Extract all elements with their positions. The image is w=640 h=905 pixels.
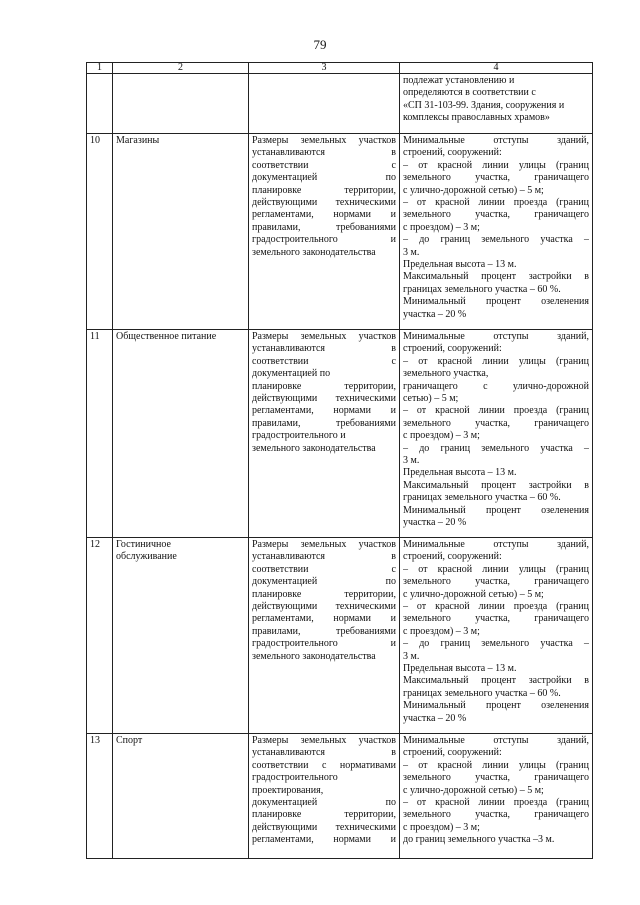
text-line: с проездом) – 3 м; — [403, 625, 480, 637]
text-line: строений, сооружений: — [403, 747, 502, 759]
text-line: соответствии с — [252, 563, 396, 575]
parameters-cell — [400, 330, 593, 538]
continuation-col4-cell — [400, 74, 593, 134]
text-line: земельного законодательства — [252, 442, 376, 454]
text-line: с улично-дорожной сетью) – 5 м; — [403, 784, 544, 796]
text-line: Минимальные отступы зданий, — [403, 735, 589, 746]
header-cell-4: 4 — [400, 63, 593, 74]
text-line: границах земельного участка – 60 %. — [403, 283, 561, 295]
text-line: – до границ земельного участка – — [403, 234, 589, 246]
text-line: Максимальный процент застройки в — [403, 271, 589, 283]
text-line: с улично-дорожной сетью) – 5 м; — [403, 184, 544, 196]
text-line: регламентами, нормами и — [252, 834, 396, 846]
plot-size-cell — [249, 330, 400, 538]
text-line: земельного законодательства — [252, 246, 376, 258]
text-line: строений, сооружений: — [403, 343, 502, 355]
text-line: устанавливаются в — [252, 551, 396, 563]
text-line: Предельная высота – 13 м. — [403, 259, 517, 271]
text-line: – от красной линии улицы (границ — [403, 355, 589, 367]
text-line: Минимальный процент озеленения — [403, 504, 589, 516]
text-line: Спорт — [116, 735, 143, 746]
text-line: действующими техническими — [252, 197, 396, 209]
text-line: соответствии с — [252, 159, 396, 171]
text-line: – от красной линии проезда (границ — [403, 405, 589, 417]
table-row — [87, 734, 593, 859]
row-number-cell: 13 — [87, 734, 113, 859]
row-number-cell: 11 — [87, 330, 113, 538]
parameters-cell — [400, 734, 593, 859]
table-header-row — [87, 63, 593, 74]
text-line: с проездом) – 3 м; — [403, 221, 480, 233]
text-line: земельного участка, граничащего — [403, 772, 589, 784]
text-line: Минимальные отступы зданий, — [403, 539, 589, 550]
text-line: земельного участка, граничащего — [403, 417, 589, 429]
text-line: Максимальный процент застройки в — [403, 675, 589, 687]
text-line: до границ земельного участка –3 м. — [403, 834, 555, 846]
text-line: земельного участка, — [403, 368, 489, 380]
text-line: Магазины — [116, 135, 160, 146]
text-line: регламентами, нормами и — [252, 209, 396, 221]
page-number: 79 — [313, 37, 327, 52]
use-name-cell — [113, 538, 249, 734]
regulations-table — [86, 62, 593, 859]
text-line: Размеры земельных участков — [252, 735, 396, 746]
text-line: Минимальные отступы зданий, — [403, 331, 589, 342]
text-line: градостроительного и — [252, 234, 396, 246]
continuation-name-cell — [113, 74, 249, 134]
text-line: Максимальный процент застройки в — [403, 479, 589, 491]
text-line: правилами, требованиями — [252, 221, 396, 233]
text-line: действующими техническими — [252, 601, 396, 613]
text-line: Предельная высота – 13 м. — [403, 467, 517, 479]
text-line: Размеры земельных участков — [252, 135, 396, 146]
text-line: действующими техническими — [252, 821, 396, 833]
text-line: границах земельного участка – 60 %. — [403, 492, 561, 504]
text-line: участка – 20 % — [403, 712, 467, 724]
text-line: соответствии с нормативами — [252, 759, 396, 771]
header-cell-3: 3 — [249, 63, 400, 74]
plot-size-cell — [249, 734, 400, 859]
text-line: Размеры земельных участков — [252, 539, 396, 550]
text-line: с проездом) – 3 м; — [403, 821, 480, 833]
text-line: Минимальный процент озеленения — [403, 700, 589, 712]
header-cell-2: 2 — [113, 63, 249, 74]
continuation-col3-cell — [249, 74, 400, 134]
text-line: Общественное питание — [116, 331, 217, 342]
text-line: планировке территории, — [252, 588, 396, 600]
text-line: документацией по — [252, 368, 331, 380]
text-line: действующими техническими — [252, 393, 396, 405]
text-line: Минимальные отступы зданий, — [403, 135, 589, 146]
text-line: с улично-дорожной сетью) – 5 м; — [403, 588, 544, 600]
use-name-cell — [113, 330, 249, 538]
text-line: – до границ земельного участка – — [403, 638, 589, 650]
text-line: земельного законодательства — [252, 650, 376, 662]
text-line: устанавливаются в — [252, 747, 396, 759]
continuation-row — [87, 74, 593, 134]
text-line: земельного участка, граничащего — [403, 613, 589, 625]
text-line: градостроительного и — [252, 430, 346, 442]
text-line: планировке территории, — [252, 184, 396, 196]
text-line: Предельная высота – 13 м. — [403, 663, 517, 675]
text-line: регламентами, нормами и — [252, 405, 396, 417]
text-line: земельного участка, граничащего — [403, 576, 589, 588]
parameters-cell — [400, 538, 593, 734]
use-name-cell — [113, 134, 249, 330]
text-line: документацией по — [252, 576, 396, 588]
text-line: 3 м. — [403, 246, 420, 258]
text-line: строений, сооружений: — [403, 551, 502, 563]
text-line: – от красной линии улицы (границ — [403, 563, 589, 575]
text-line: земельного участка, граничащего — [403, 809, 589, 821]
text-line: комплексы православных храмов» — [403, 112, 550, 124]
table-row — [87, 538, 593, 734]
parameters-cell — [400, 134, 593, 330]
text-line: – от красной линии улицы (границ — [403, 759, 589, 771]
text-line: Размеры земельных участков — [252, 331, 396, 342]
text-line: градостроительного и — [252, 638, 396, 650]
use-name-cell — [113, 734, 249, 859]
text-line: планировке территории, — [252, 809, 396, 821]
plot-size-cell — [249, 538, 400, 734]
text-line: «СП 31-103-99. Здания, сооружения и — [403, 99, 565, 111]
text-line: обслуживание — [116, 551, 177, 563]
text-line: 3 м. — [403, 650, 420, 662]
continuation-num-cell — [87, 74, 113, 134]
text-line: строений, сооружений: — [403, 147, 502, 159]
text-line: Минимальный процент озеленения — [403, 296, 589, 308]
text-line: планировке территории, — [252, 380, 396, 392]
text-line: участка – 20 % — [403, 517, 467, 529]
text-line: регламентами, нормами и — [252, 613, 396, 625]
text-line: земельного участка, граничащего — [403, 172, 589, 184]
text-line: сетью) – 5 м; — [403, 393, 459, 405]
text-line: – от красной линии проезда (границ — [403, 601, 589, 613]
text-line: проектирования, — [252, 784, 324, 796]
text-line: земельного участка, граничащего — [403, 209, 589, 221]
text-line: – до границ земельного участка – — [403, 442, 589, 454]
row-number-cell: 10 — [87, 134, 113, 330]
text-line: участка – 20 % — [403, 308, 467, 320]
text-line: границах земельного участка – 60 %. — [403, 687, 561, 699]
table-row — [87, 330, 593, 538]
text-line: документацией по — [252, 797, 396, 809]
text-line: правилами, требованиями — [252, 417, 396, 429]
text-line: правилами, требованиями — [252, 625, 396, 637]
text-line: устанавливаются в — [252, 147, 396, 159]
text-line: с проездом) – 3 м; — [403, 430, 480, 442]
text-line: соответствии с — [252, 355, 396, 367]
table-row — [87, 134, 593, 330]
text-line: определяются в соответствии с — [403, 87, 536, 99]
text-line: градостроительного — [252, 772, 338, 784]
text-line: – от красной линии проезда (границ — [403, 797, 589, 809]
text-line: подлежат установлению и — [403, 75, 515, 86]
text-line: 3 м. — [403, 455, 420, 467]
plot-size-cell — [249, 134, 400, 330]
row-number-cell: 12 — [87, 538, 113, 734]
header-cell-1: 1 — [87, 63, 113, 74]
text-line: устанавливаются в — [252, 343, 396, 355]
text-line: граничащего с улично-дорожной — [403, 380, 589, 392]
text-line: Гостиничное — [116, 539, 171, 550]
text-line: – от красной линии проезда (границ — [403, 197, 589, 209]
text-line: – от красной линии улицы (границ — [403, 159, 589, 171]
text-line: документацией по — [252, 172, 396, 184]
